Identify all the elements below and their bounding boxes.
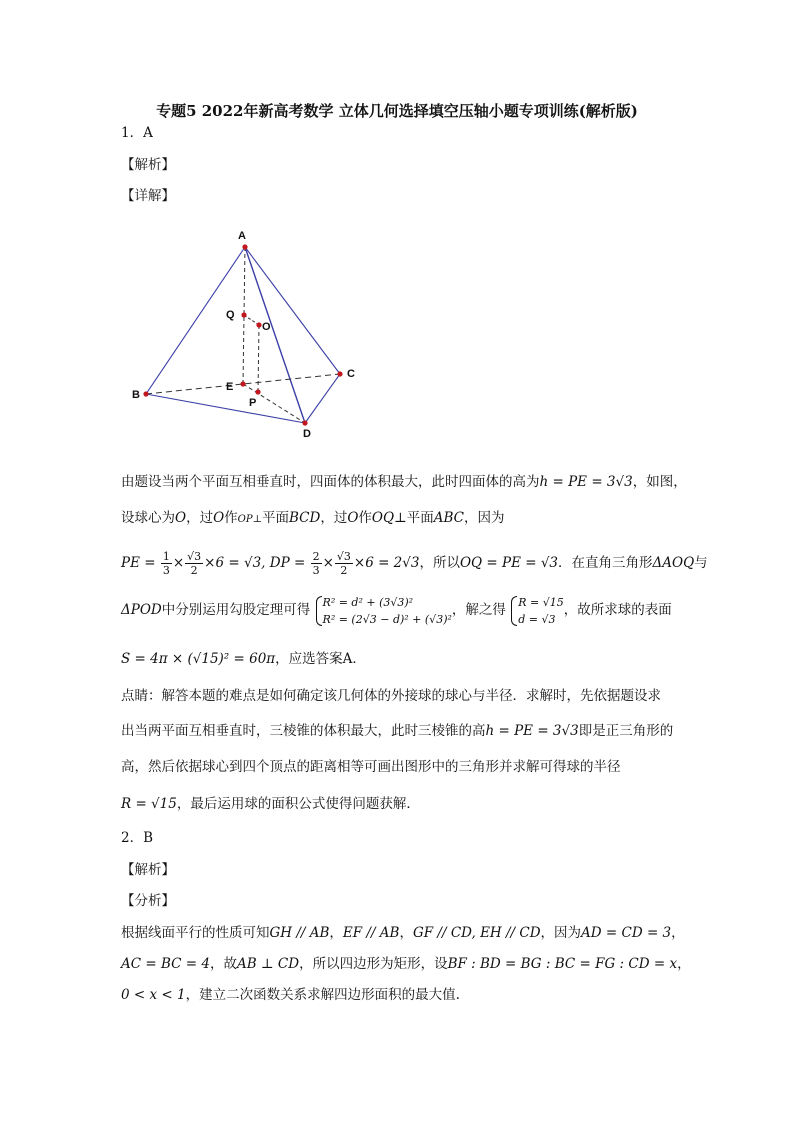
point-p	[255, 389, 260, 394]
q2-analysis-line-1: 根据线面平行的性质可知GH // AB，EF // AB，GF // CD, EH // CD，因为AD = CD = 3，	[121, 925, 685, 941]
label-q: Q	[226, 309, 235, 321]
segment-qo	[244, 315, 259, 325]
q2-analysis-line-3: 0 < x < 1，建立二次函数关系求解四边形面积的最大值.	[121, 987, 460, 1003]
q1-tag-analysis: 【解析】	[121, 157, 175, 173]
label-c: C	[347, 368, 355, 380]
q2-answer: 2．B	[121, 830, 154, 846]
tetrahedron-figure	[125, 225, 365, 445]
q2-analysis-line-2: AC = BC = 4，故AB ⊥ CD，所以四边形为矩形，设BF : BD = BG : BC = FG : CD = x，	[121, 956, 691, 972]
q1-solution-line-5: S = 4π × (√15)² = 60π，应选答案A．	[121, 651, 366, 667]
label-o: O	[262, 321, 271, 333]
q1-answer: 1．A	[121, 125, 153, 141]
document-title: 专题5 2022年新高考数学 立体几何选择填空压轴小题专项训练(解析版)	[156, 102, 638, 120]
point-e	[240, 381, 245, 386]
q1-remark-line-3: 高，然后依据球心到四个顶点的距离相等可画出图形中的三角形并求解可得球的半径	[121, 759, 621, 775]
q1-solution-line-1: 由题设当两个平面互相垂直时，四面体的体积最大，此时四面体的高为h = PE = 3√3，如图，	[121, 474, 687, 490]
equation-system: R² = d² + (3√3)² R² = (2√3 − d)² + (√3)²	[315, 594, 452, 628]
q1-solution-line-4: ΔPOD中分别运用勾股定理可得 R² = d² + (3√3)² R² = (2√3 − d)² + (√3)² ，解之得 R = √15 d = √3 ，故所求球的表面	[121, 595, 672, 626]
point-q	[241, 312, 246, 317]
q2-tag-analysis-2: 【分析】	[121, 893, 175, 909]
label-p: P	[249, 397, 257, 409]
label-a: A	[238, 230, 246, 242]
q1-solution-line-2: 设球心为O，过O作OP⊥平面BCD，过O作OQ⊥平面ABC，因为	[121, 510, 505, 526]
solution-system: R = √15 d = √3	[510, 594, 564, 628]
label-b: B	[132, 389, 140, 401]
point-d	[302, 420, 307, 425]
label-e: E	[226, 381, 234, 393]
point-o	[256, 322, 261, 327]
point-a	[242, 244, 247, 249]
point-b	[143, 391, 148, 396]
edge-ac	[245, 247, 340, 374]
q1-tag-detail: 【详解】	[121, 188, 175, 204]
edge-dc	[305, 374, 340, 423]
label-d: D	[303, 428, 311, 440]
q1-solution-line-3: PE = $\frac{1}{3}$ × $\frac{√3}{2}$ ×6 = √3, DP = $\frac{2}{3}$ × $\frac{√3}{2}$ ×6 = 2√3，所以OQ = PE = √3．在直角三角形ΔAOQ与	[121, 550, 708, 577]
q1-remark-line-4: R = √15，最后运用球的面积公式使得问题获解．	[121, 796, 420, 812]
q2-tag-analysis: 【解析】	[121, 862, 175, 878]
point-c	[337, 371, 342, 376]
q1-remark-line-2: 出当两平面互相垂直时，三棱锥的体积最大，此时三棱锥的高h = PE = 3√3即是正三角形的	[121, 723, 674, 739]
q1-remark-line-1: 点睛：解答本题的难点是如何确定该几何体的外接球的球心与半径．求解时，先依据题设求	[121, 688, 661, 704]
